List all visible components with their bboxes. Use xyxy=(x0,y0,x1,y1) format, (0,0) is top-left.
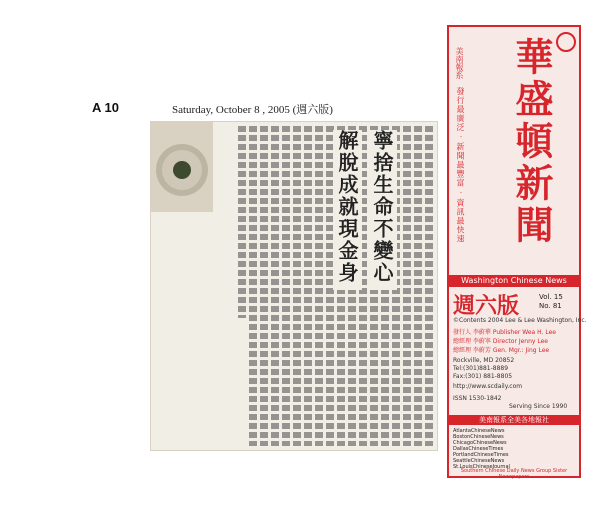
staff-manager: 總經理 李蔚芳 Gen. Mgr.: Jing Lee xyxy=(453,347,550,354)
issue-date: Saturday, October 8 , 2005 (週六版) xyxy=(172,104,333,116)
issue-number: No. 81 xyxy=(539,302,562,310)
page-number: A 10 xyxy=(92,100,119,115)
staff-publisher: 發行人 李蔚華 Publisher Wea H. Lee xyxy=(453,329,556,336)
volume-info xyxy=(539,293,563,311)
sister-paper: SeattleChineseNews xyxy=(453,458,505,464)
group-logo-icon xyxy=(556,32,576,52)
fax: Fax:(301) 881-8805 xyxy=(453,373,513,380)
page-header xyxy=(92,100,432,118)
edition-label: 週六版 xyxy=(453,294,520,319)
tea-bowl-photo xyxy=(151,122,213,212)
sister-papers-title: 美南報系全美各地報社 xyxy=(449,415,579,425)
sister-paper: BostonChineseNews xyxy=(453,434,504,440)
headline-line-1: 寧捨生命不變心 xyxy=(368,130,397,290)
address: Rockville, MD 20852 xyxy=(453,357,515,364)
since: Serving Since 1990 xyxy=(509,403,568,410)
sister-papers-list xyxy=(453,428,575,468)
slogan: 發行最廣泛 · 新聞最豐富 · 資訊最快速 xyxy=(456,87,465,244)
newspaper-masthead xyxy=(447,25,587,480)
sister-paper: PortlandChineseTimes xyxy=(453,452,509,458)
sister-paper: AtlantaChineseNews xyxy=(453,428,505,434)
volume: Vol. 15 xyxy=(539,293,563,301)
website-link[interactable]: http://www.scdaily.com xyxy=(453,383,523,390)
sister-paper: ChicagoChineseNews xyxy=(453,440,507,446)
sister-paper: DallasChineseTimes xyxy=(453,446,504,452)
copyright: ©Contents 2004 Lee & Lee Washington, Inc. xyxy=(453,317,587,324)
english-name: Washington Chinese News xyxy=(449,275,579,287)
issn: ISSN 1530-1842 xyxy=(453,395,502,402)
telephone: Tel:(301)881-8889 xyxy=(453,365,509,372)
sister-paper: St.LouisChineseJournal xyxy=(453,464,510,470)
group-name: 美南報系 xyxy=(455,47,464,79)
footer-note: Southern Chinese Daily News Group Sister Newspapers xyxy=(460,468,568,480)
headline-line-2: 解脫成就現金身 xyxy=(333,130,362,290)
article-headline xyxy=(307,130,397,290)
staff-director: 總經理 李蔚寧 Director Jenny Lee xyxy=(453,338,548,345)
article-clipping xyxy=(150,121,438,451)
newspaper-name: 華盛頓新聞 xyxy=(509,37,554,247)
